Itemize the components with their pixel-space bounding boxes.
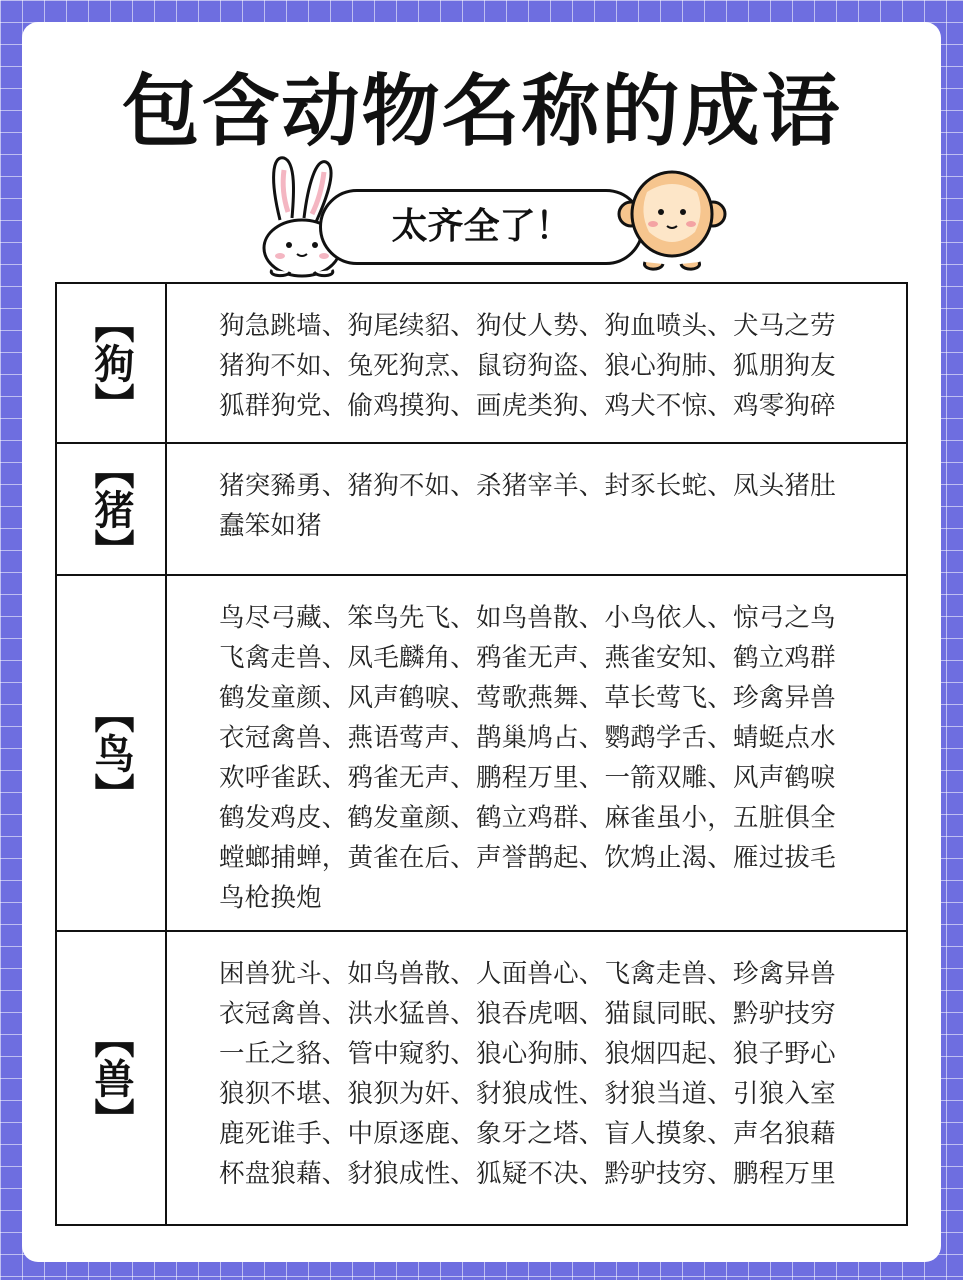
idiom-line: 蠢笨如猪	[219, 511, 322, 541]
idiom-line: 鸟枪换炮	[219, 883, 322, 913]
section-label: 【狗】	[88, 303, 134, 423]
subtitle-pill	[319, 189, 644, 265]
section-row-pig	[57, 444, 906, 576]
idiom-line: 欢呼雀跃、鸦雀无声、鹏程万里、一箭双雕、风声鹤唳	[219, 763, 836, 793]
page-title: 包含动物名称的成语	[121, 67, 842, 157]
subtitle: 太齐全了！	[391, 206, 572, 247]
monkey-icon	[617, 162, 727, 274]
idiom-table	[55, 282, 908, 1226]
section-label: 【鸟】	[88, 693, 134, 813]
section-row-dog	[57, 284, 906, 444]
section-content	[167, 284, 906, 442]
idiom-line: 飞禽走兽、凤毛麟角、鸦雀无声、燕雀安知、鹤立鸡群	[219, 643, 836, 673]
idiom-line: 猪突豨勇、猪狗不如、杀猪宰羊、封豕长蛇、凤头猪肚	[219, 471, 836, 501]
section-content	[167, 576, 906, 930]
idiom-line: 鸟尽弓藏、笨鸟先飞、如鸟兽散、小鸟依人、惊弓之鸟	[219, 603, 836, 633]
idiom-line: 鹿死谁手、中原逐鹿、象牙之塔、盲人摸象、声名狼藉	[219, 1119, 836, 1149]
section-label-cell	[57, 284, 167, 442]
idiom-line: 狗急跳墙、狗尾续貂、狗仗人势、狗血喷头、犬马之劳	[219, 311, 836, 341]
idiom-line: 杯盘狼藉、豺狼成性、狐疑不决、黔驴技穷、鹏程万里	[219, 1159, 836, 1189]
section-label: 【猪】	[88, 449, 134, 569]
section-label-cell	[57, 576, 167, 930]
content-card	[22, 22, 941, 1262]
idiom-line: 鹤发鸡皮、鹤发童颜、鹤立鸡群、麻雀虽小，五脏俱全	[219, 803, 836, 833]
section-row-beast	[57, 932, 906, 1224]
section-label-cell	[57, 932, 167, 1224]
idiom-line: 一丘之貉、管中窥豹、狼心狗肺、狼烟四起、狼子野心	[219, 1039, 836, 1069]
idiom-line: 猪狗不如、兔死狗烹、鼠窃狗盗、狼心狗肺、狐朋狗友	[219, 351, 836, 381]
idiom-line: 螳螂捕蝉，黄雀在后、声誉鹊起、饮鸩止渴、雁过拔毛	[219, 843, 836, 873]
section-label: 【兽】	[88, 1018, 134, 1138]
idiom-line: 衣冠禽兽、洪水猛兽、狼吞虎咽、猫鼠同眠、黔驴技穷	[219, 999, 836, 1029]
idiom-line: 鹤发童颜、风声鹤唳、莺歌燕舞、草长莺飞、珍禽异兽	[219, 683, 836, 713]
section-row-bird	[57, 576, 906, 932]
idiom-line: 狐群狗党、偷鸡摸狗、画虎类狗、鸡犬不惊、鸡零狗碎	[219, 391, 836, 421]
idiom-line: 困兽犹斗、如鸟兽散、人面兽心、飞禽走兽、珍禽异兽	[219, 959, 836, 989]
section-label-cell	[57, 444, 167, 574]
idiom-line: 狼狈不堪、狼狈为奸、豺狼成性、豺狼当道、引狼入室	[219, 1079, 836, 1109]
section-content	[167, 444, 906, 574]
section-content	[167, 932, 906, 1224]
idiom-line: 衣冠禽兽、燕语莺声、鹊巢鸠占、鹦鹉学舌、蜻蜓点水	[219, 723, 836, 753]
